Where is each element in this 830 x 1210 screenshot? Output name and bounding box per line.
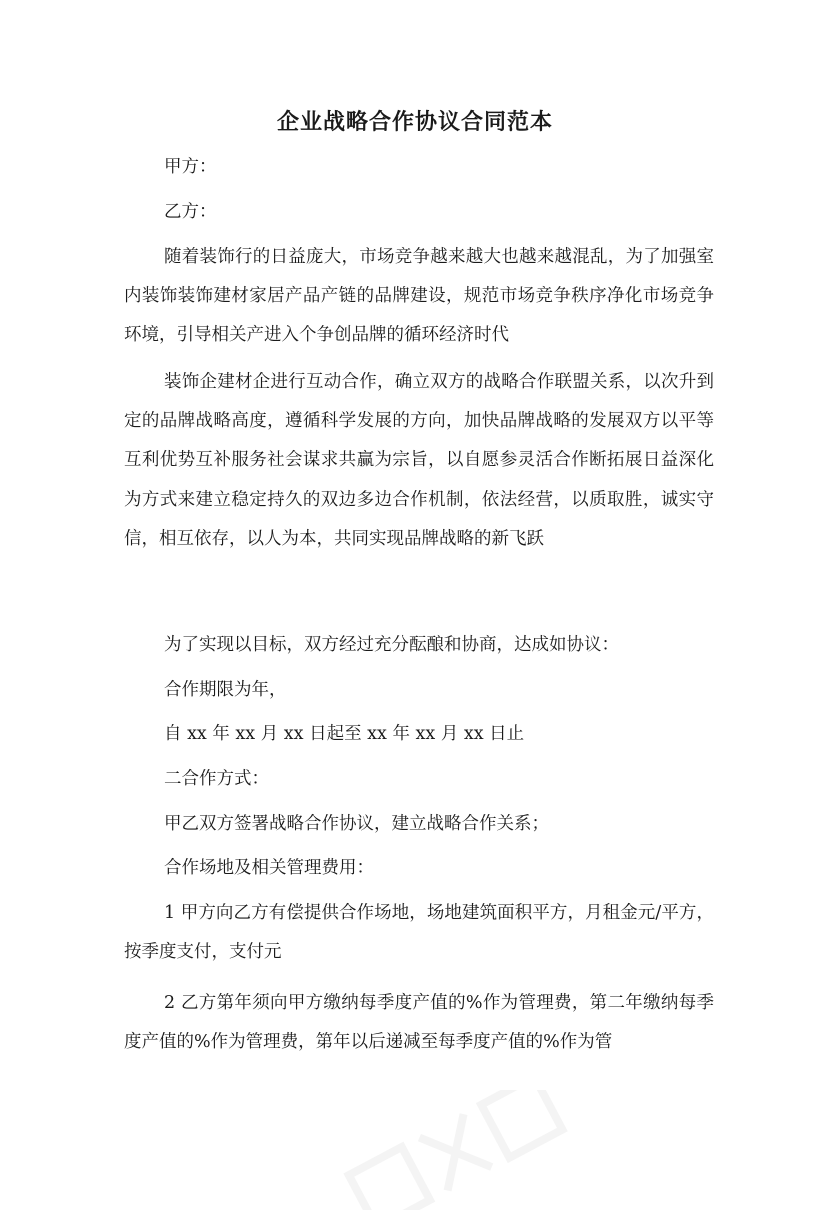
paragraph-intro: 随着装饰行的日益庞大，市场竞争越来越大也越来越混乱，为了加强室内装饰装饰建材家居产品产链的品牌建设，规范市场竞争秩序净化市场竞争环境，引导相关产进入个争创品牌的循环经济时代 <box>124 247 714 346</box>
paragraph-cooperation-mode: 二合作方式： <box>164 769 269 789</box>
watermark-stamp-icon <box>330 1090 590 1210</box>
paragraph-party-a: 甲方： <box>164 157 217 177</box>
paragraph-clause-2: 2 乙方第年须向甲方缴纳每季度产值的%作为管理费，第二年缴纳每季度产值的%作为管理费，第年以后递减至每季度产值的%作为管 <box>124 993 714 1053</box>
paragraph-clause-1: 1 甲方向乙方有偿提供合作场地，场地建筑面积平方，月租金元/平方，按季度支付，支付元 <box>124 903 714 963</box>
paragraph-sign-agreement: 甲乙双方签署战略合作协议，建立战略合作关系； <box>164 814 549 834</box>
paragraph-party-b: 乙方： <box>164 202 217 222</box>
paragraph-date-range: 自 xx 年 xx 月 xx 日起至 xx 年 xx 月 xx 日止 <box>164 724 525 744</box>
document-title: 企业战略合作协议合同范本 <box>276 109 553 135</box>
paragraph-venue-fees: 合作场地及相关管理费用： <box>164 858 374 878</box>
paragraph-agreement: 为了实现以目标，双方经过充分酝酿和协商，达成如协议： <box>164 635 619 655</box>
paragraph-term: 合作期限为年， <box>164 680 287 700</box>
paragraph-cooperation-purpose: 装饰企建材企进行互动合作，确立双方的战略合作联盟关系，以次升到定的品牌战略高度，遵循科学发展的方向，加快品牌战略的发展双方以平等互利优势互补服务社会谋求共赢为宗旨，以自愿参灵活合作断拓展日益深化为方式来建立稳定持久的双边多边合作机制，依法经营，以质取胜，诚实守信，相互依存，以人为本，共同实现品牌战略的新飞跃 <box>124 372 714 549</box>
